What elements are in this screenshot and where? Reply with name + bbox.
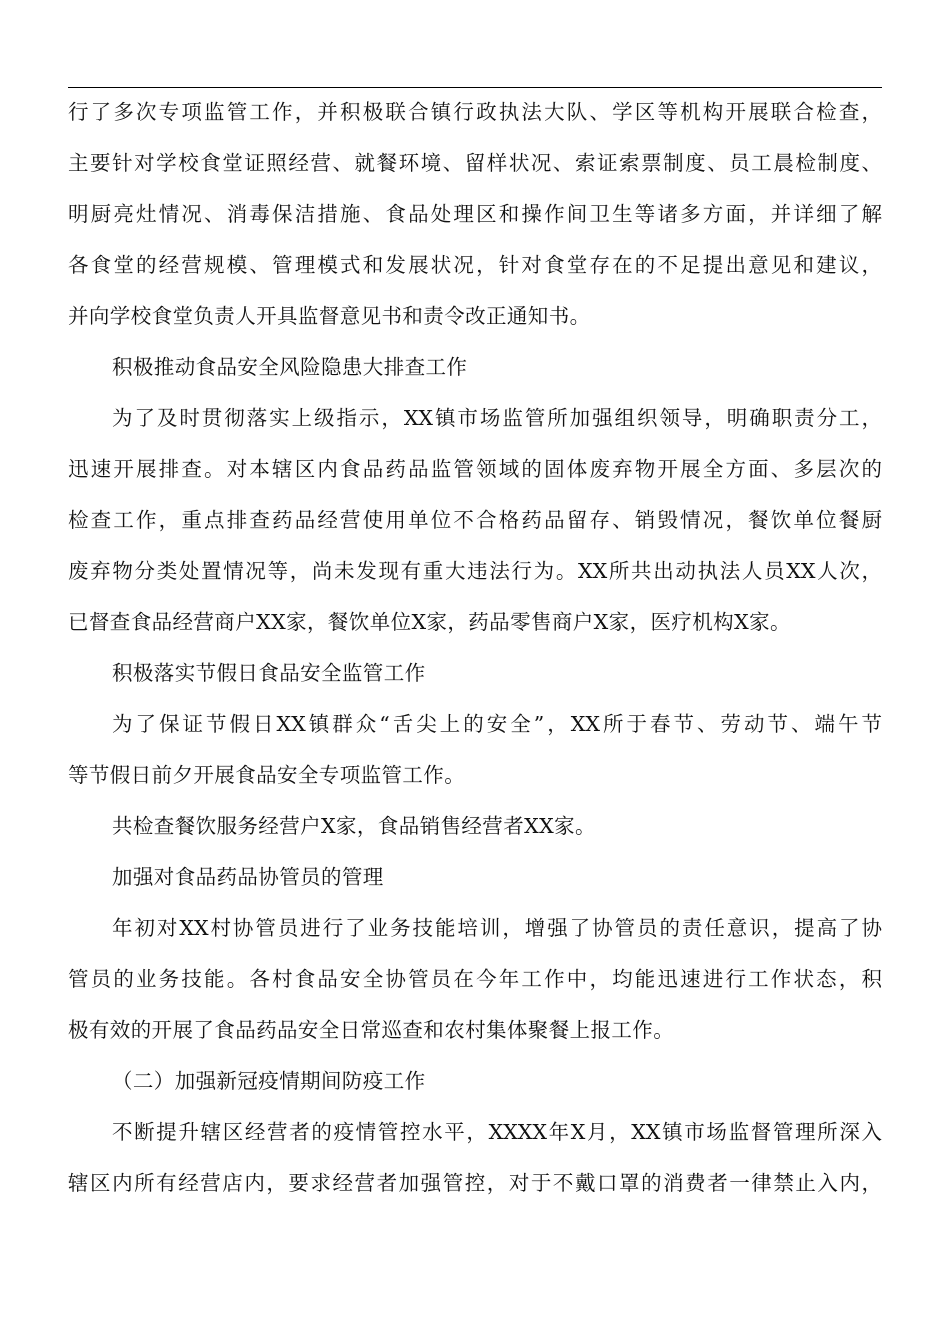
section-heading: 积极落实节假日食品安全监管工作 xyxy=(112,661,426,685)
paragraph-line: 管员的业务技能。各村食品安全协管员在今年工作中，均能迅速进行工作状态，积 xyxy=(68,967,882,991)
paragraph-line: 不断提升辖区经营者的疫情管控水平，XXXX年X月，XX镇市场监督管理所深入 xyxy=(112,1120,882,1144)
section-subheading: （二）加强新冠疫情期间防疫工作 xyxy=(112,1069,426,1093)
paragraph-line: 废弃物分类处置情况等，尚未发现有重大违法行为。XX所共出动执法人员XX人次， xyxy=(68,559,882,583)
paragraph-line: 为了保证节假日XX镇群众“舌尖上的安全”，XX所于春节、劳动节、端午节 xyxy=(112,712,882,736)
paragraph-line: 等节假日前夕开展食品安全专项监管工作。 xyxy=(68,763,466,787)
header-rule xyxy=(68,87,882,88)
paragraph-line: 辖区内所有经营店内，要求经营者加强管控，对于不戴口罩的消费者一律禁止入内， xyxy=(68,1171,882,1195)
paragraph-line: 极有效的开展了食品药品安全日常巡查和农村集体聚餐上报工作。 xyxy=(68,1018,675,1042)
section-heading: 积极推动食品安全风险隐患大排查工作 xyxy=(112,355,468,379)
paragraph-line: 各食堂的经营规模、管理模式和发展状况，针对食堂存在的不足提出意见和建议， xyxy=(68,253,882,277)
paragraph-line: 行了多次专项监管工作，并积极联合镇行政执法大队、学区等机构开展联合检查， xyxy=(68,100,882,124)
paragraph-line: 明厨亮灶情况、消毒保洁措施、食品处理区和操作间卫生等诸多方面，并详细了解 xyxy=(68,202,882,226)
paragraph-line: 为了及时贯彻落实上级指示，XX镇市场监管所加强组织领导，明确职责分工， xyxy=(112,406,882,430)
paragraph-line: 已督查食品经营商户XX家，餐饮单位X家，药品零售商户X家，医疗机构X家。 xyxy=(68,610,791,634)
paragraph-line: 共检查餐饮服务经营户X家，食品销售经营者XX家。 xyxy=(112,814,596,838)
document-body xyxy=(68,93,882,1215)
paragraph-line: 检查工作，重点排查药品经营使用单位不合格药品留存、销毁情况，餐饮单位餐厨 xyxy=(68,508,882,532)
paragraph-line: 迅速开展排查。对本辖区内食品药品监管领域的固体废弃物开展全方面、多层次的 xyxy=(68,457,882,481)
paragraph-line: 并向学校食堂负责人开具监督意见书和责令改正通知书。 xyxy=(68,304,591,328)
paragraph-line: 年初对XX村协管员进行了业务技能培训，增强了协管员的责任意识，提高了协 xyxy=(112,916,882,940)
section-heading: 加强对食品药品协管员的管理 xyxy=(112,865,384,889)
paragraph-line: 主要针对学校食堂证照经营、就餐环境、留样状况、索证索票制度、员工晨检制度、 xyxy=(68,151,882,175)
